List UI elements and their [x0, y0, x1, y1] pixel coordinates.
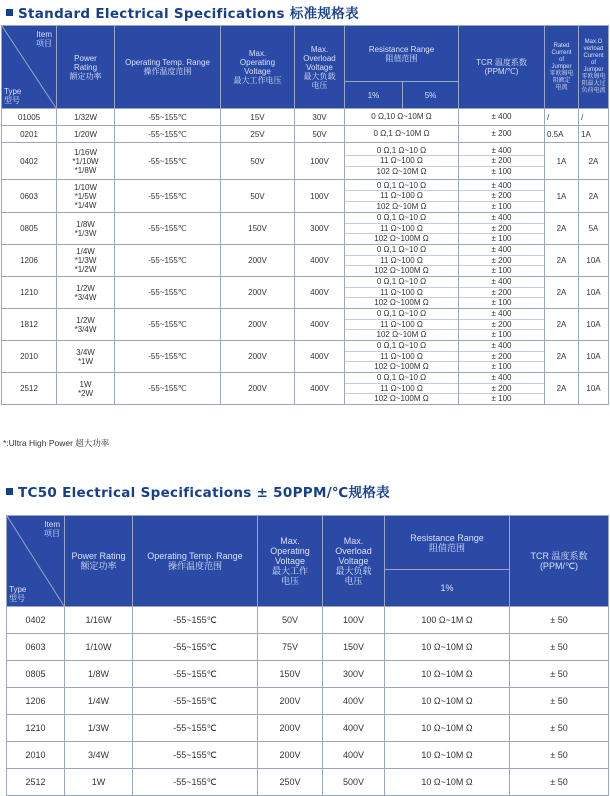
tcr-value: ± 400	[491, 112, 512, 122]
resistance-range: 0 Ω,1 Ω~10 Ω	[376, 309, 427, 319]
cell-type: 1812	[2, 309, 57, 341]
header-power: Power Rating 额定功率	[57, 26, 115, 109]
cell-voltage: 150V	[258, 661, 323, 688]
cell-temp: -55~155℃	[115, 180, 221, 213]
resistance-range: 11 Ω~100 Ω	[345, 287, 458, 298]
header-item-type	[7, 516, 65, 607]
cell-max-current: 2A	[579, 180, 609, 213]
cell-voltage: 15V	[221, 109, 295, 126]
header-res-1pct: 1%	[345, 82, 403, 109]
cell-voltage: 200V	[221, 309, 295, 341]
cell-type: 2512	[7, 769, 65, 796]
cell-resistance	[345, 245, 459, 277]
section1-title-text: Standard Electrical Specifications 标准规格表	[18, 6, 359, 22]
cell-max-current: 10A	[579, 373, 609, 405]
cell-overload: 400V	[323, 688, 385, 715]
table-row	[7, 661, 609, 688]
cell-power: 3/4W *1W	[57, 341, 115, 373]
cell-temp: -55~155℃	[133, 769, 258, 796]
cell-type: 2512	[2, 373, 57, 405]
cell-tcr: ± 50	[510, 607, 609, 634]
cell-resistance	[345, 180, 459, 213]
resistance-range: 102 Ω~10M Ω	[345, 201, 458, 212]
cell-voltage: 75V	[258, 634, 323, 661]
tcr-value: ± 400	[491, 213, 512, 223]
cell-overload: 300V	[295, 213, 345, 245]
cell-overload: 500V	[323, 769, 385, 796]
cell-temp: -55~155℃	[115, 213, 221, 245]
tcr-value: ± 100	[459, 201, 544, 212]
section2-title	[6, 481, 390, 501]
tcr-value: ± 100	[459, 233, 544, 244]
table-row	[2, 341, 609, 373]
cell-temp: -55~155℃	[133, 742, 258, 769]
cell-overload: 300V	[323, 661, 385, 688]
section1-title	[6, 2, 359, 22]
cell-overload: 400V	[295, 245, 345, 277]
cell-voltage: 200V	[221, 341, 295, 373]
cell-rated-current: /	[545, 109, 579, 126]
cell-power: 1/8W *1/3W	[57, 213, 115, 245]
cell-overload: 150V	[323, 634, 385, 661]
cell-temp: -55~155℃	[133, 607, 258, 634]
cell-power: 1W *2W	[57, 373, 115, 405]
header-max-current: Max.O verload Current of Jumper 零欧姆电 阻最大过 负荷电流	[579, 26, 609, 109]
tcr-value: ± 400	[491, 145, 512, 155]
cell-tcr: ± 50	[510, 769, 609, 796]
cell-resistance	[345, 143, 459, 180]
cell-resistance: 10 Ω~10M Ω	[385, 715, 510, 742]
cell-max-current: 10A	[579, 277, 609, 309]
resistance-range: 102 Ω~100M Ω	[345, 265, 458, 276]
cell-tcr	[459, 143, 545, 180]
cell-power: 1/20W	[57, 126, 115, 143]
table-row	[2, 245, 609, 277]
tcr-value: ± 100	[459, 361, 544, 372]
tcr-value: ± 400	[491, 277, 512, 287]
tcr-value: ± 200	[459, 351, 544, 362]
cell-power: 1/2W *3/4W	[57, 277, 115, 309]
resistance-range: 102 Ω~100M Ω	[345, 361, 458, 372]
resistance-range: 11 Ω~100 Ω	[345, 155, 458, 166]
table-row	[7, 688, 609, 715]
cell-type: 0402	[2, 143, 57, 180]
resistance-range: 0 Ω,1 Ω~10 Ω	[376, 373, 427, 383]
tcr-value: ± 200	[459, 155, 544, 166]
cell-temp: -55~155℃	[115, 126, 221, 143]
table-row	[2, 180, 609, 213]
cell-max-current: 2A	[579, 143, 609, 180]
cell-tcr: ± 50	[510, 661, 609, 688]
cell-type: 1210	[7, 715, 65, 742]
cell-type: 2010	[2, 341, 57, 373]
cell-rated-current: 1A	[545, 143, 579, 180]
resistance-range: 102 Ω~10M Ω	[345, 329, 458, 340]
header-temp: Operating Temp. Range 操作温度范围	[115, 26, 221, 109]
cell-tcr: ± 50	[510, 688, 609, 715]
cell-resistance	[345, 109, 459, 126]
cell-tcr	[459, 277, 545, 309]
cell-voltage: 150V	[221, 213, 295, 245]
cell-voltage: 50V	[221, 180, 295, 213]
cell-tcr	[459, 126, 545, 143]
cell-rated-current: 2A	[545, 373, 579, 405]
header-item: Item 项目	[44, 520, 60, 538]
tcr-value: ± 200	[459, 190, 544, 201]
table-row	[2, 213, 609, 245]
cell-type: 01005	[2, 109, 57, 126]
resistance-range: 102 Ω~100M Ω	[345, 393, 458, 404]
cell-voltage: 200V	[258, 688, 323, 715]
footnote: *:Ultra High Power 超大功率	[3, 438, 110, 448]
resistance-range: 0 Ω,1 Ω~10 Ω	[376, 277, 427, 287]
cell-type: 0201	[2, 126, 57, 143]
cell-max-current: /	[579, 109, 609, 126]
cell-power: 1/4W *1/3W *1/2W	[57, 245, 115, 277]
cell-rated-current: 2A	[545, 245, 579, 277]
tcr-value: ± 400	[491, 341, 512, 351]
resistance-range: 102 Ω~100M Ω	[345, 297, 458, 308]
cell-type: 0805	[7, 661, 65, 688]
tcr-value: ± 400	[491, 309, 512, 319]
cell-temp: -55~155℃	[115, 309, 221, 341]
cell-resistance	[345, 277, 459, 309]
cell-voltage: 200V	[221, 245, 295, 277]
header-type: Type 型号	[4, 87, 22, 105]
resistance-range: 11 Ω~100 Ω	[345, 383, 458, 394]
header-item: Item 项目	[36, 30, 52, 48]
cell-tcr	[459, 309, 545, 341]
header-item-type	[2, 26, 57, 109]
cell-resistance: 10 Ω~10M Ω	[385, 688, 510, 715]
cell-resistance: 10 Ω~10M Ω	[385, 742, 510, 769]
header-res-1pct: 1%	[385, 570, 510, 607]
header-power: Power Rating 额定功率	[65, 516, 133, 607]
cell-power: 1/3W	[65, 715, 133, 742]
table-row	[2, 309, 609, 341]
cell-resistance: 10 Ω~10M Ω	[385, 634, 510, 661]
resistance-range: 11 Ω~100 Ω	[345, 255, 458, 266]
cell-max-current: 1A	[579, 126, 609, 143]
cell-tcr: ± 50	[510, 715, 609, 742]
header-rated-current: Rated Current of Jumper 零欧姆电 阻额定 电流	[545, 26, 579, 109]
header-tcr: TCR 温度系数 (PPM/℃)	[459, 26, 545, 109]
table-row	[2, 373, 609, 405]
tcr-value: ± 100	[459, 297, 544, 308]
cell-temp: -55~155℃	[133, 634, 258, 661]
cell-temp: -55~155℃	[133, 661, 258, 688]
table-row	[7, 634, 609, 661]
cell-tcr	[459, 109, 545, 126]
tcr-value: ± 200	[459, 383, 544, 394]
cell-tcr	[459, 180, 545, 213]
table-row	[2, 126, 609, 143]
cell-power: 1/10W *1/5W *1/4W	[57, 180, 115, 213]
tcr-value: ± 200	[459, 223, 544, 234]
cell-power: 1/16W *1/10W *1/8W	[57, 143, 115, 180]
cell-type: 0402	[7, 607, 65, 634]
header-res-5pct: 5%	[403, 82, 459, 109]
cell-overload: 400V	[323, 742, 385, 769]
cell-power: 1/8W	[65, 661, 133, 688]
cell-overload: 100V	[323, 607, 385, 634]
cell-overload: 400V	[323, 715, 385, 742]
cell-rated-current: 2A	[545, 213, 579, 245]
cell-voltage: 200V	[221, 373, 295, 405]
cell-overload: 100V	[295, 143, 345, 180]
table-row	[7, 715, 609, 742]
cell-voltage: 50V	[221, 143, 295, 180]
resistance-range: 0 Ω,1 Ω~10 Ω	[376, 180, 427, 190]
cell-power: 1/10W	[65, 634, 133, 661]
table-row	[2, 277, 609, 309]
bullet-square-icon	[6, 488, 13, 495]
cell-max-current: 10A	[579, 341, 609, 373]
cell-temp: -55~155℃	[115, 143, 221, 180]
cell-rated-current: 0.5A	[545, 126, 579, 143]
resistance-range: 0 Ω,1 Ω~10 Ω	[376, 145, 427, 155]
tcr-value: ± 400	[491, 373, 512, 383]
cell-tcr	[459, 245, 545, 277]
cell-resistance: 10 Ω~10M Ω	[385, 769, 510, 796]
cell-resistance: 100 Ω~1M Ω	[385, 607, 510, 634]
resistance-range: 0 Ω,1 Ω~10 Ω	[376, 245, 427, 255]
resistance-range: 102 Ω~100M Ω	[345, 233, 458, 244]
cell-tcr	[459, 373, 545, 405]
cell-max-current: 5A	[579, 213, 609, 245]
header-overload: Max. Overload Voltage 最大负载 电压	[295, 26, 345, 109]
cell-type: 0805	[2, 213, 57, 245]
header-resistance: Resistance Range 阻值范围	[385, 516, 510, 570]
cell-power: 1/2W *3/4W	[57, 309, 115, 341]
header-temp: Operating Temp. Range 操作温度范围	[133, 516, 258, 607]
cell-voltage: 200V	[258, 742, 323, 769]
tcr-value: ± 200	[491, 129, 512, 139]
cell-temp: -55~155℃	[115, 341, 221, 373]
cell-voltage: 200V	[221, 277, 295, 309]
cell-type: 1210	[2, 277, 57, 309]
tc50-spec-table	[6, 515, 609, 796]
header-max-voltage: Max. Operating Voltage 最大工作 电压	[258, 516, 323, 607]
section2-title-text: TC50 Electrical Specifications ± 50PPM/℃规格表	[18, 485, 390, 501]
header-tcr: TCR 温度系数 (PPM/℃)	[510, 516, 609, 607]
cell-rated-current: 1A	[545, 180, 579, 213]
cell-power: 1/32W	[57, 109, 115, 126]
cell-resistance	[345, 309, 459, 341]
cell-resistance: 10 Ω~10M Ω	[385, 661, 510, 688]
cell-voltage: 250V	[258, 769, 323, 796]
table-row	[7, 769, 609, 796]
tcr-value: ± 200	[459, 319, 544, 330]
cell-type: 1206	[2, 245, 57, 277]
resistance-range: 0 Ω,1 Ω~10 Ω	[376, 341, 427, 351]
table-row	[2, 143, 609, 180]
cell-resistance	[345, 373, 459, 405]
header-overload: Max. Overload Voltage 最大负载 电压	[323, 516, 385, 607]
header-resistance: Resistance Range 阻值范围	[345, 26, 459, 82]
cell-power: 1/4W	[65, 688, 133, 715]
cell-temp: -55~155℃	[133, 715, 258, 742]
cell-tcr: ± 50	[510, 742, 609, 769]
tcr-value: ± 100	[459, 393, 544, 404]
table-row	[7, 742, 609, 769]
cell-resistance	[345, 213, 459, 245]
cell-overload: 100V	[295, 180, 345, 213]
cell-resistance	[345, 341, 459, 373]
tcr-value: ± 100	[459, 166, 544, 177]
cell-temp: -55~155℃	[133, 688, 258, 715]
cell-temp: -55~155℃	[115, 109, 221, 126]
cell-voltage: 200V	[258, 715, 323, 742]
cell-voltage: 25V	[221, 126, 295, 143]
cell-overload: 400V	[295, 341, 345, 373]
cell-type: 1206	[7, 688, 65, 715]
tcr-value: ± 200	[459, 255, 544, 266]
cell-overload: 50V	[295, 126, 345, 143]
resistance-range: 0 Ω,1 Ω~10M Ω	[373, 129, 430, 139]
cell-temp: -55~155℃	[115, 277, 221, 309]
tcr-value: ± 400	[491, 180, 512, 190]
cell-voltage: 50V	[258, 607, 323, 634]
tcr-value: ± 100	[459, 329, 544, 340]
cell-overload: 400V	[295, 277, 345, 309]
resistance-range: 0 Ω,1 Ω~10 Ω	[376, 213, 427, 223]
cell-overload: 400V	[295, 309, 345, 341]
resistance-range: 102 Ω~10M Ω	[345, 166, 458, 177]
header-max-voltage: Max. Operating Voltage 最大工作电压	[221, 26, 295, 109]
cell-tcr: ± 50	[510, 634, 609, 661]
cell-temp: -55~155℃	[115, 373, 221, 405]
tcr-value: ± 200	[459, 287, 544, 298]
table-row	[2, 109, 609, 126]
cell-tcr	[459, 341, 545, 373]
cell-type: 0603	[7, 634, 65, 661]
cell-type: 2010	[7, 742, 65, 769]
cell-rated-current: 2A	[545, 341, 579, 373]
cell-power: 1/16W	[65, 607, 133, 634]
cell-max-current: 10A	[579, 309, 609, 341]
cell-tcr	[459, 213, 545, 245]
header-type: Type 型号	[9, 585, 27, 603]
resistance-range: 11 Ω~100 Ω	[345, 351, 458, 362]
resistance-range: 0 Ω,10 Ω~10M Ω	[371, 112, 432, 122]
table-row	[7, 607, 609, 634]
resistance-range: 11 Ω~100 Ω	[345, 319, 458, 330]
tcr-value: ± 100	[459, 265, 544, 276]
cell-temp: -55~155℃	[115, 245, 221, 277]
cell-max-current: 10A	[579, 245, 609, 277]
standard-spec-table	[1, 25, 609, 405]
cell-power: 1W	[65, 769, 133, 796]
resistance-range: 11 Ω~100 Ω	[345, 223, 458, 234]
tcr-value: ± 400	[491, 245, 512, 255]
cell-resistance	[345, 126, 459, 143]
cell-power: 3/4W	[65, 742, 133, 769]
cell-rated-current: 2A	[545, 277, 579, 309]
cell-overload: 30V	[295, 109, 345, 126]
bullet-square-icon	[6, 9, 13, 16]
resistance-range: 11 Ω~100 Ω	[345, 190, 458, 201]
cell-overload: 400V	[295, 373, 345, 405]
cell-rated-current: 2A	[545, 309, 579, 341]
cell-type: 0603	[2, 180, 57, 213]
